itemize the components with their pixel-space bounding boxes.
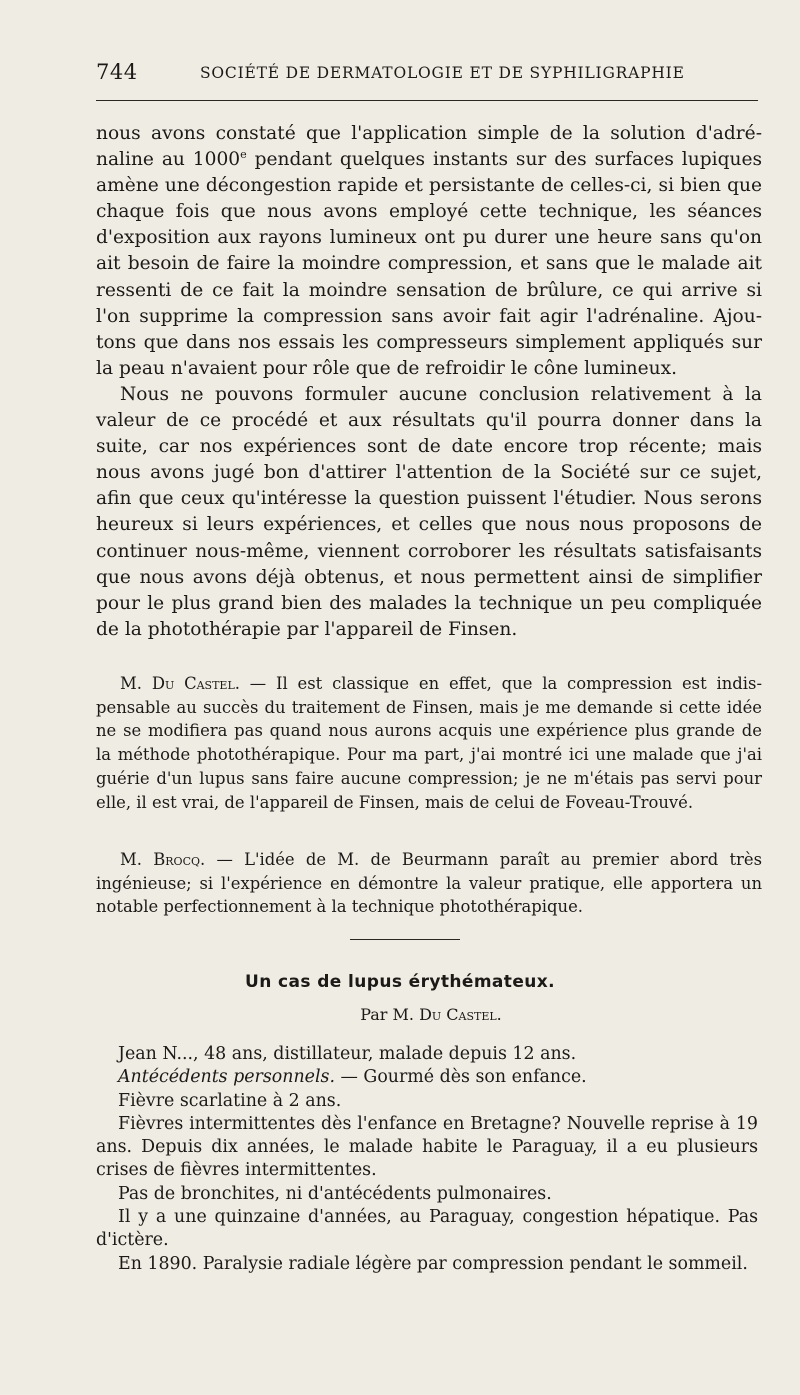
header-rule [96,100,758,101]
remark-text: . — L'idée de M. de Beurmann paraît au premier abord très ingénieuse; si l'expérience en démontre la valeur pratique, elle apportera un notable perfectionnement à la technique photothérapique. [96,850,763,917]
case-line: En 1890. Paralysie radiale légère par compression pendant le sommeil. [118,1253,748,1274]
section-separator [350,939,460,940]
page-number: 744 [96,60,138,84]
case-line: Fièvres intermittentes dès l'enfance en Bretagne? Nouvelle reprise à 19 ans. Depuis dix années, le malade habite le Paraguay, il a eu plusieurs crises de fièvres intermittentes. [96,1113,758,1181]
byline-prefix: Par M. [360,1005,420,1024]
discussion-du-castel [96,672,762,814]
remark-du-castel [96,672,762,814]
paragraph-conclusion: Nous ne pouvons formuler aucune conclusion relativement à la valeur de ce procédé et aux résultats qu'il pourra donner dans la suite, car nos expériences sont de date encore trop récente; mais nous avons jugé bon d'attirer l'attention de la Société sur ce sujet, afin que ceux qu'intéresse la question puissent l'étudier. Nous serons heureux si leurs expériences, et celles que nous nous proposons de continuer nous-même, viennent corroborer les résultats satisfaisants que nous avons déjà obtenus, et nous permettent ainsi de simplifier pour le plus grand bien des malades la technique un peu compliquée de la photothérapie par l'appareil de Finsen. [96,383,762,640]
remark-text: . — Il est classique en effet, que la compression est indispensable au succès du traitement de Finsen, mais je me demande si cette idée ne se modifiera pas quand nous aurons acquis une expérience plus grande de la méthode photothérapique. Pour ma part, j'ai montré ici une malade que j'ai guérie d'un lupus sans faire aucune compression; je ne m'étais pas servi pour elle, il est vrai, de l'appareil de Finsen, mais de celui de Foveau-Trouvé. [96,674,762,812]
discussion-brocq [96,848,762,919]
paragraph-adrenaline-rest: pendant quelques instants sur des surfaces lupiques amène une décongestion rapide et persistante de celles-ci, si bien que chaque fois que nous avons employé cette technique, les séances d'exposition aux rayons lumineux ont pu durer une heure sans qu'on ait besoin de faire la moindre compression, et sans que le malade ait ressenti de ce fait la moindre sensation de brûlure, ce qui arrive si l'on supprime la compression sans avoir fait agir l'adrénaline. Ajoutons que dans nos essais les compresseurs simplement appliqués sur la peau n'avaient pour rôle que de refroidir le cône lumineux. [96,149,762,379]
speaker-name: Brocq [153,850,201,869]
section-title: Un cas de lupus érythémateux. [245,972,555,992]
case-line: Fièvre scarlatine à 2 ans. [118,1090,342,1111]
case-heading-italic: Antécédents personnels. [118,1067,335,1088]
case-report [96,1043,758,1276]
page-header [96,58,756,92]
speaker-name: Du Castel [151,674,235,693]
case-line [96,1066,758,1089]
remark-brocq [96,848,762,919]
section-byline [0,1005,800,1024]
paragraph-adrenaline-start: nous avons constaté que l'application simple de la solution d'adrénaline au 1000 [96,123,762,171]
byline-author: Du Castel. [419,1005,502,1024]
main-text [96,121,762,643]
case-line: Pas de bronchites, ni d'antécédents pulmonaires. [118,1183,552,1204]
case-line-rest: — Gourmé dès son enfance. [334,1067,587,1088]
speaker-prefix: M. [120,674,152,693]
ordinal-superscript: e [240,147,247,161]
case-line: Il y a une quinzaine d'années, au Paraguay, congestion hépatique. Pas d'ictère. [96,1207,758,1251]
case-line: Jean N..., 48 ans, distillateur, malade depuis 12 ans. [118,1044,577,1064]
running-title: SOCIÉTÉ DE DERMATOLOGIE ET DE SYPHILIGRAPHIE [200,64,685,82]
speaker-prefix: M. [120,850,154,869]
paragraph-adrenaline [96,121,762,382]
